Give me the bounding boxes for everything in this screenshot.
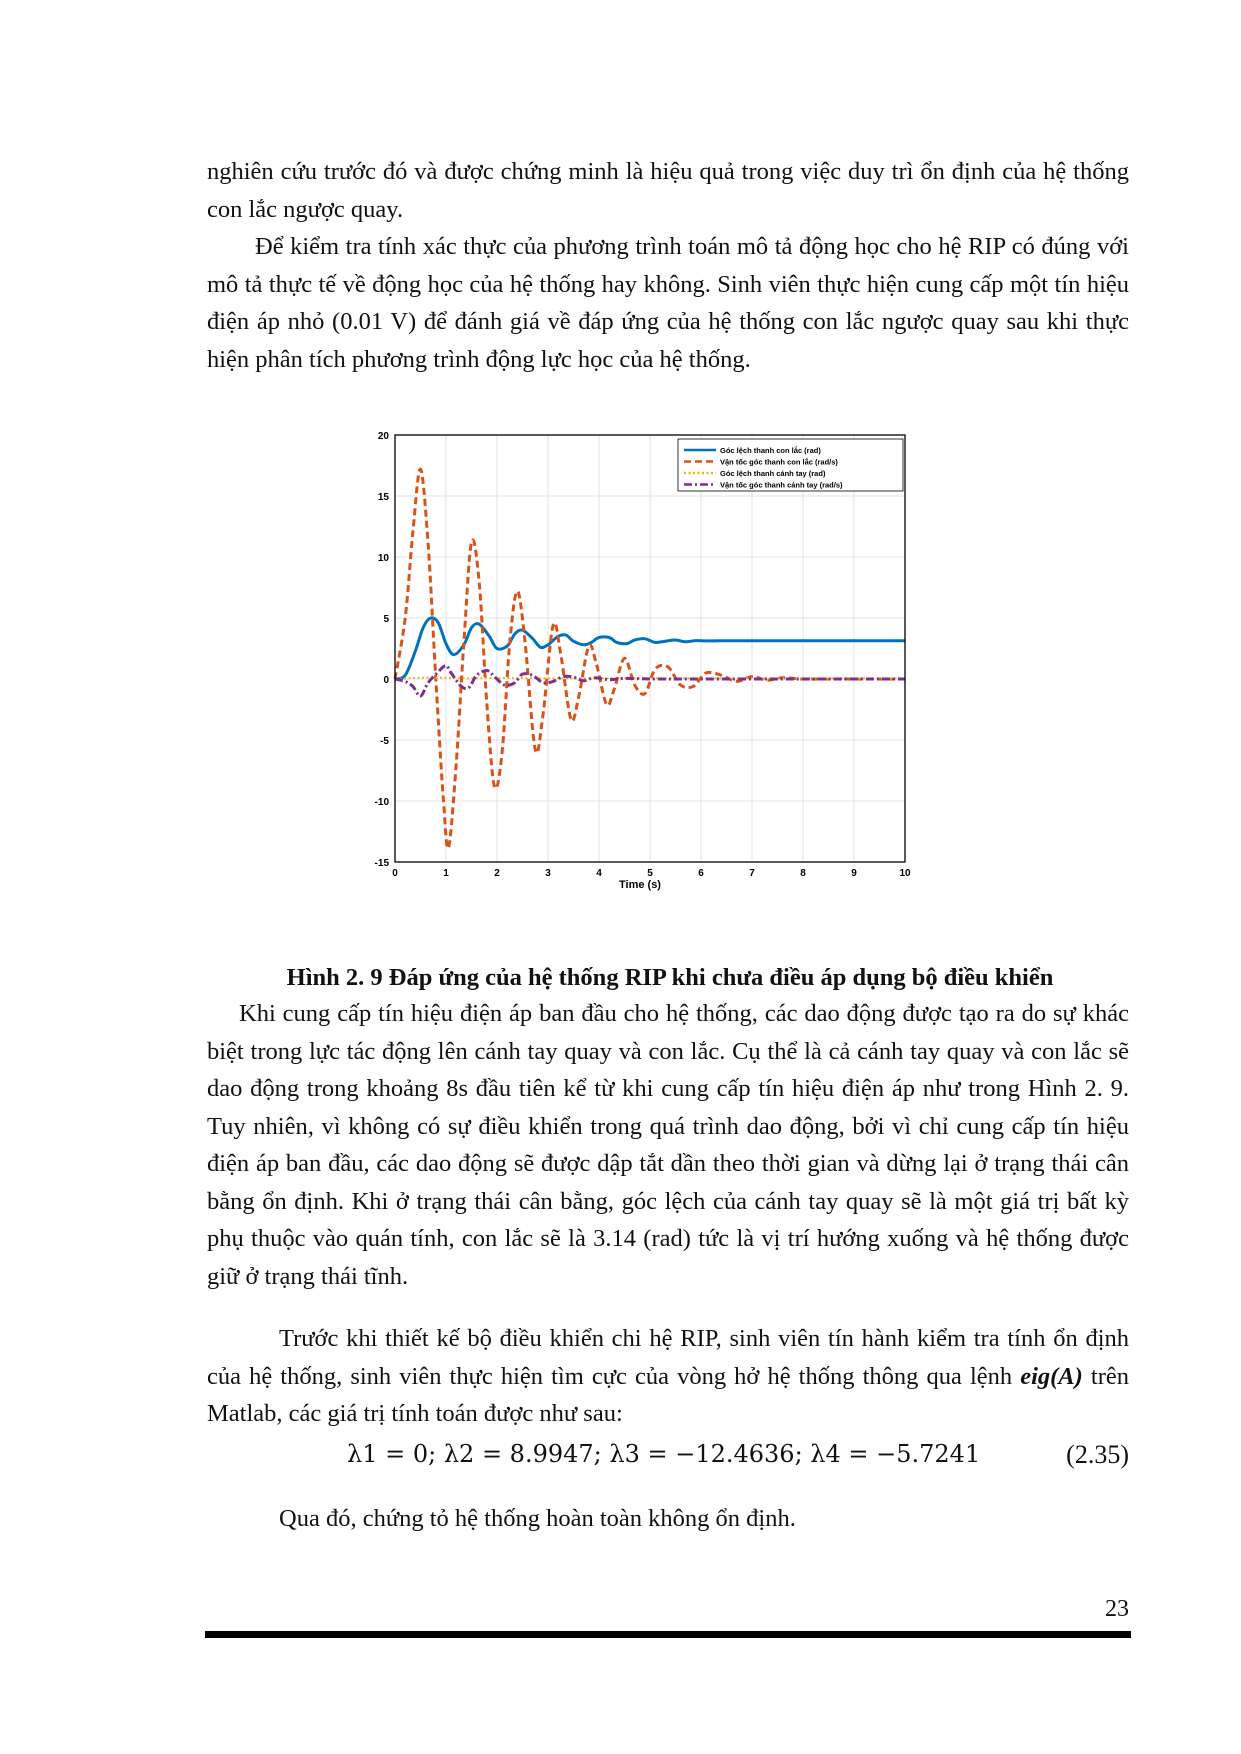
x-tick-label: 10	[899, 868, 911, 879]
page-number: 23	[1105, 1596, 1129, 1622]
paragraph-conclusion: Qua đó, chứng tỏ hệ thống hoàn toàn không ổn định.	[279, 1505, 796, 1532]
equation-number: (2.35)	[1066, 1440, 1129, 1469]
legend-label-1: Góc lệch thanh con lắc (rad)	[720, 446, 821, 455]
stability-text-before: Trước khi thiết kế bộ điều khiển chi hệ RIP, sinh viên tín hành kiểm tra tính ổn định của hệ thống, sinh viên thực hiện tìm cực của vòng hở hệ thống thông qua lệnh	[207, 1325, 1129, 1390]
y-tick-label: 10	[377, 553, 389, 564]
eigenvalue-equation: λ1 = 0; λ2 = 8.9947; λ3 = −12.4636; λ4 = −5.7241	[347, 1440, 981, 1468]
y-tick-label: 0	[383, 675, 389, 686]
footer-rule	[205, 1631, 1131, 1638]
y-tick-label: 5	[383, 614, 389, 625]
legend-label-3: Góc lệch thanh cánh tay (rad)	[720, 469, 826, 478]
x-tick-label: 2	[494, 868, 500, 879]
response-chart	[355, 425, 975, 945]
x-tick-label: 8	[800, 868, 806, 879]
x-tick-label: 5	[647, 868, 653, 879]
x-tick-label: 4	[596, 868, 602, 879]
paragraph-analysis: Khi cung cấp tín hiệu điện áp ban đầu cho hệ thống, các dao động được tạo ra do sự khác biệt trong lực tác động lên cánh tay quay và con lắc. Cụ thể là cả cánh tay quay và con lắc sẽ dao động trong khoảng 8s đầu tiên kể từ khi cung cấp tín hiệu điện áp như trong Hình 2. 9. Tuy nhiên, vì không có sự điều khiển trong quá trình dao động, bởi vì chỉ cung cấp tín hiệu điện áp ban đầu, các dao động sẽ được dập tắt dần theo thời gian và dừng lại ở trạng thái cân bằng ổn định. Khi ở trạng thái cân bằng, góc lệch của cánh tay quay sẽ là một giá trị bất kỳ phụ thuộc vào quán tính, con lắc sẽ là 3.14 (rad) tức là vị trí hướng xuống và hệ thống được giữ ở trạng thái tĩnh.	[207, 1000, 1129, 1290]
paragraph-test-description: Để kiểm tra tính xác thực của phương trình toán mô tả động học cho hệ RIP có đúng với mô tả thực tế về động học của hệ thống hay không. Sinh viên thực hiện cung cấp một tín hiệu điện áp nhỏ (0.01 V) để đánh giá về đáp ứng của hệ thống con lắc ngược quay sau khi thực hiện phân tích phương trình động lực học của hệ thống.	[207, 233, 1129, 373]
matlab-command: eig(A)	[1020, 1362, 1083, 1390]
figure-caption: Hình 2. 9 Đáp ứng của hệ thống RIP khi chưa điều áp dụng bộ điều khiển	[286, 964, 1054, 991]
legend-label-2: Vận tốc góc thanh con lắc (rad/s)	[720, 457, 838, 467]
x-tick-label: 0	[392, 868, 398, 879]
paragraph-stability-check	[207, 1320, 1129, 1433]
x-tick-label: 9	[851, 868, 857, 879]
y-tick-label: 15	[377, 492, 389, 503]
y-tick-label: 20	[377, 431, 389, 442]
x-tick-label: 1	[443, 868, 449, 879]
y-tick-label: -15	[374, 858, 389, 869]
y-tick-label: -5	[380, 736, 389, 747]
x-tick-label: 6	[698, 868, 704, 879]
stability-text-after: trên Matlab, các giá trị tính toán được như sau:	[207, 1362, 1129, 1427]
chart-legend	[678, 439, 903, 491]
paragraph-intro: nghiên cứu trước đó và được chứng minh là hiệu quả trong việc duy trì ổn định của hệ thống con lắc ngược quay.	[207, 158, 1129, 223]
legend-label-4: Vận tốc góc thanh cánh tay (rad/s)	[720, 480, 843, 490]
chart-grid	[395, 435, 905, 862]
x-axis-label: Time (s)	[619, 879, 661, 891]
x-tick-label: 3	[545, 868, 551, 879]
y-tick-label: -10	[374, 797, 389, 808]
equation-row	[207, 1440, 1129, 1480]
x-tick-label: 7	[749, 868, 755, 879]
